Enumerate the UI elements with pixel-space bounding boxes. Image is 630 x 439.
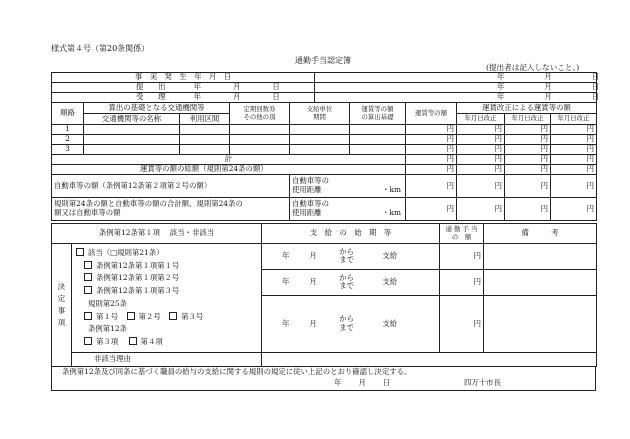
revision-date-header: 年月日改正 <box>505 114 551 125</box>
allowance-cell[interactable]: 円 <box>440 244 484 270</box>
para1-option[interactable]: 第１号 <box>84 312 118 321</box>
agency-header: 交通機関等の名称 <box>84 114 180 125</box>
allowance-cell[interactable]: 円 <box>440 269 484 295</box>
route-number: 1 <box>52 125 84 135</box>
route-number: 2 <box>52 135 84 145</box>
checkbox-icon[interactable] <box>76 248 84 256</box>
total-revision-cell[interactable]: 円 <box>551 155 597 165</box>
fare-header: 運賃等の額 <box>406 103 457 125</box>
revision-cell[interactable]: 円 <box>457 145 505 155</box>
car-distance-cell[interactable]: 自動車等の 使用距離 ・km <box>290 175 406 198</box>
payment-period-row[interactable]: 年 月 から まで 支給 <box>262 269 440 295</box>
checkbox-icon[interactable] <box>84 312 92 320</box>
ticket-cell[interactable] <box>230 125 290 135</box>
revision-cell[interactable]: 円 <box>505 125 551 135</box>
remarks-cell[interactable] <box>484 295 597 352</box>
fare-basis-header: 運賃等の額 の算出基礎 <box>350 103 406 125</box>
fare-basis-cell[interactable] <box>350 145 406 155</box>
car-revision-cell[interactable]: 円 <box>457 175 505 198</box>
total-row <box>52 155 597 165</box>
km-unit: ・km <box>382 208 401 218</box>
revision-cell[interactable]: 円 <box>551 135 597 145</box>
revision-date-header: 年月日改正 <box>551 114 597 125</box>
combined-revision-cell[interactable]: 円 <box>551 198 597 221</box>
payment-period-row[interactable]: 年 月 から まで 支給 <box>262 244 440 270</box>
non-applicable-reason-label: 非該当理由 <box>72 352 262 366</box>
route-fare-table <box>51 102 597 221</box>
fare-cell[interactable]: 円 <box>406 145 457 155</box>
payment-period-row[interactable]: 年 月 から まで 支給 <box>262 295 440 352</box>
route-number: 3 <box>52 145 84 155</box>
para2-option[interactable]: 第２号 <box>127 312 161 321</box>
item1-option[interactable]: 条例第12条第１項第１号 <box>76 260 257 273</box>
applicable-option[interactable]: 該当（□規則第21条） <box>76 247 257 260</box>
revision-date-header: 年月日改正 <box>457 114 505 125</box>
combined-distance-cell[interactable]: 自動車等の 使用距離 ・km <box>290 198 406 221</box>
combined-revision-cell[interactable]: 円 <box>457 198 505 221</box>
car-amount-cell[interactable]: 円 <box>406 175 457 198</box>
para3-option[interactable]: 第３号 <box>169 312 203 321</box>
table-row <box>52 135 597 145</box>
payment-start-header: 支 給 の 始 期 等 <box>262 224 440 244</box>
combined-revision-cell[interactable]: 円 <box>505 198 551 221</box>
grand-total-revision-cell[interactable]: 円 <box>505 165 551 175</box>
remarks-cell[interactable] <box>484 269 597 295</box>
total-fare-cell[interactable]: 円 <box>406 155 457 165</box>
sub3-option[interactable]: 第３項 <box>84 337 118 346</box>
section-cell[interactable] <box>180 145 230 155</box>
unit-cell[interactable] <box>290 145 350 155</box>
checkbox-icon[interactable] <box>84 286 92 294</box>
agency-cell[interactable] <box>84 145 180 155</box>
ordinance12-label: 条例第12条 <box>88 324 127 334</box>
revision-cell[interactable]: 円 <box>551 145 597 155</box>
fare-basis-cell[interactable] <box>350 135 406 145</box>
combined-amount-row <box>52 198 597 221</box>
grand-total-revision-cell[interactable]: 円 <box>457 165 505 175</box>
car-revision-cell[interactable]: 円 <box>551 175 597 198</box>
remarks-header: 備 考 <box>484 224 597 244</box>
revision-cell[interactable]: 円 <box>505 145 551 155</box>
revision-cell[interactable]: 円 <box>551 125 597 135</box>
combined-amount-cell[interactable]: 円 <box>406 198 457 221</box>
total-revision-cell[interactable]: 円 <box>457 155 505 165</box>
car-amount-label: 自動車等の額（条例第12条第２項第２号の額） <box>52 175 290 198</box>
non-applicable-reason-cell[interactable] <box>262 352 597 366</box>
decision-date[interactable]: 年 月 日 <box>334 378 391 387</box>
receipt-date-value[interactable]: 年 月 日 <box>315 93 597 103</box>
section-cell[interactable] <box>180 135 230 145</box>
confirmation-statement: 条例第12条及び同条に基づく職員の給与の支給に関する規則の規定に従い上記のとおり確認し決定する。 <box>62 367 412 376</box>
checkbox-icon[interactable] <box>129 337 137 345</box>
revision-cell[interactable]: 円 <box>505 135 551 145</box>
receipt-date-row[interactable]: 受 理 年 月 日 <box>52 93 315 103</box>
route-header: 順路 <box>52 103 84 125</box>
ticket-cell[interactable] <box>230 135 290 145</box>
ticket-type-header: 定期回数券 その他の別 <box>230 103 290 125</box>
total-label: 計 <box>52 155 406 165</box>
car-revision-cell[interactable]: 円 <box>505 175 551 198</box>
decision-table <box>51 223 597 367</box>
date-table <box>51 72 600 103</box>
mayor-title: 四万十市長 <box>464 378 501 387</box>
occurrence-date-label: 事 実 発 生 年 月 日 <box>52 73 315 83</box>
article-header: 条例第12条第１項 該当・非該当 <box>52 224 262 244</box>
table-row <box>52 145 597 155</box>
revision-cell[interactable]: 円 <box>457 125 505 135</box>
agency-cell[interactable] <box>84 135 180 145</box>
item2-option[interactable]: 条例第12条第１項第２号 <box>76 272 257 285</box>
allowance-header: 通 勤 手 当 の 額 <box>440 224 484 244</box>
occurrence-date-value[interactable]: 年 月 日 <box>315 73 597 83</box>
section-cell[interactable] <box>180 125 230 135</box>
total-revision-cell[interactable]: 円 <box>505 155 551 165</box>
remarks-cell[interactable] <box>484 244 597 270</box>
sub4-option[interactable]: 第４項 <box>129 337 163 346</box>
unit-cell[interactable] <box>290 125 350 135</box>
agency-cell[interactable] <box>84 125 180 135</box>
submission-date-row[interactable]: 提 出 年 月 日 <box>52 83 315 93</box>
grand-total-cell[interactable]: 円 <box>406 165 457 175</box>
footer-box <box>51 367 596 391</box>
table-row <box>52 125 597 135</box>
checkbox-icon[interactable] <box>84 337 92 345</box>
car-amount-row <box>52 175 597 198</box>
item3-option[interactable]: 条例第12条第１項第３号 <box>76 285 257 298</box>
decision-side-label: 決 定 事 項 <box>52 244 72 367</box>
submitter-note: (提出者は記入しないこと。) <box>486 63 580 72</box>
grand-total-revision-cell[interactable]: 円 <box>551 165 597 175</box>
fare-basis-cell[interactable] <box>350 125 406 135</box>
pay-unit-header: 支給単位 期間 <box>290 103 350 125</box>
checkbox-icon[interactable] <box>127 312 135 320</box>
grand-total-label: 運賃等の額の総額（規則第24条の額） <box>52 165 406 175</box>
allowance-cell[interactable]: 円 <box>440 295 484 352</box>
rule25-label: 規則第25条 <box>88 298 127 308</box>
submission-date-value[interactable]: 年 月 日 <box>315 83 597 93</box>
combined-amount-label: 規則第24条の額と自動車等の額の合計額、規則第24条の 額又は自動車等の額 <box>52 198 290 221</box>
form-number: 様式第４号（第20条関係） <box>51 44 150 53</box>
checkbox-icon[interactable] <box>169 312 177 320</box>
km-unit: ・km <box>382 185 401 195</box>
basis-header: 算出の基礎となる交通機関等 <box>84 103 230 114</box>
section-header: 利用区間 <box>180 114 230 125</box>
ticket-cell[interactable] <box>230 145 290 155</box>
fare-cell[interactable]: 円 <box>406 125 457 135</box>
grand-total-row <box>52 165 597 175</box>
revision-cell[interactable]: 円 <box>457 135 505 145</box>
unit-cell[interactable] <box>290 135 350 145</box>
checkbox-icon[interactable] <box>84 273 92 281</box>
checkbox-icon[interactable] <box>84 261 92 269</box>
page-title: 通勤手当認定簿 <box>295 56 351 65</box>
fare-cell[interactable]: 円 <box>406 135 457 145</box>
revision-header: 運賃改正による運賃等の額 <box>457 103 597 114</box>
